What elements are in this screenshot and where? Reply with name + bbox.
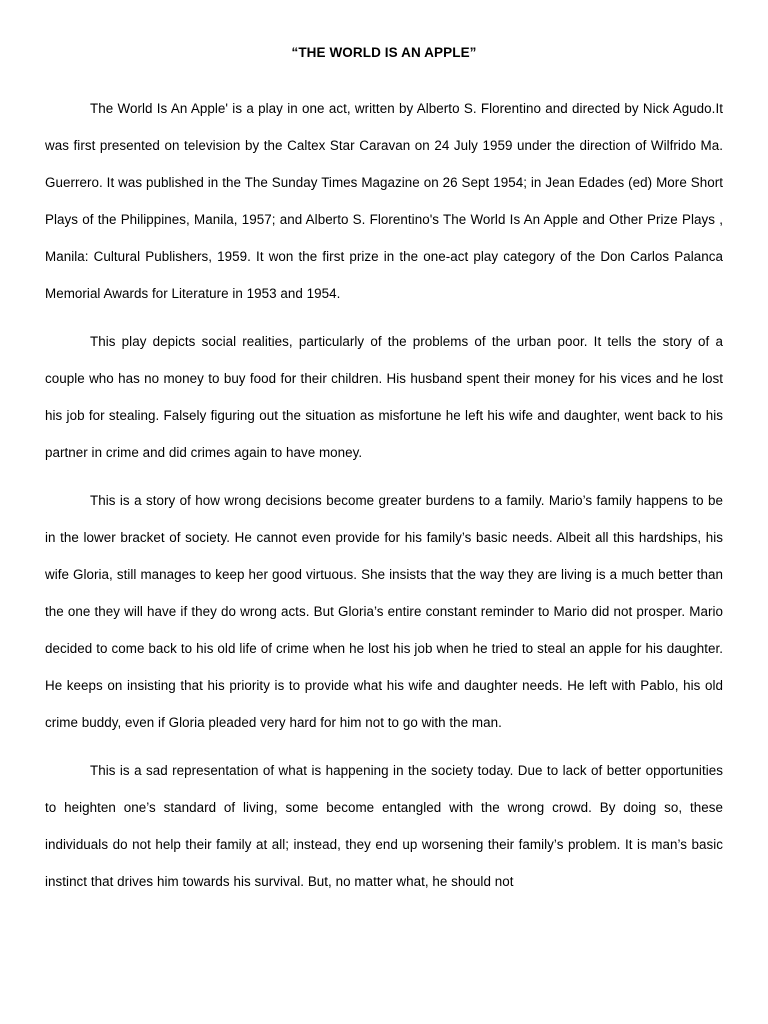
- paragraph-social-realities: This play depicts social realities, particularly of the problems of the urban poor. It tells the story of a couple who has no money to buy food for their children. His husband spent their money for his vices and he lost his job for stealing. Falsely figuring out the situation as misfortune he left his wife and daughter, went back to his partner in crime and did crimes again to have money.: [45, 334, 723, 460]
- document-title: “THE WORLD IS AN APPLE”: [291, 45, 477, 60]
- document-page: [45, 42, 723, 911]
- paragraph-intro: The World Is An Apple' is a play in one act, written by Alberto S. Florentino and directed by Nick Agudo.It was first presented on television by the Caltex Star Caravan on 24 July 1959 under the direction of Wilfrido Ma. Guerrero. It was published in the The Sunday Times Magazine on 26 Sept 1954; in Jean Edades (ed) More Short Plays of the Philippines, Manila, 1957; and Alberto S. Florentino's The World Is An Apple and Other Prize Plays , Manila: Cultural Publishers, 1959. It won the first prize in the one-act play category of the Don Carlos Palanca Memorial Awards for Literature in 1953 and 1954.: [45, 101, 723, 301]
- paragraph-wrong-decisions: This is a story of how wrong decisions become greater burdens to a family. Mario’s family happens to be in the lower bracket of society. He cannot even provide for his family’s basic needs. Albeit all this hardships, his wife Gloria, still manages to keep her good virtuous. She insists that the way they are living is a much better than the one they will have if they do wrong acts. But Gloria’s entire constant reminder to Mario did not prosper. Mario decided to come back to his old life of crime when he lost his job when he tried to steal an apple for his daughter. He keeps on insisting that his priority is to provide what his wife and daughter needs. He left with Pablo, his old crime buddy, even if Gloria pleaded very hard for him not to go with the man.: [45, 493, 723, 730]
- paragraph-sad-representation: This is a sad representation of what is happening in the society today. Due to lack of better opportunities to heighten one’s standard of living, some become entangled with the wrong crowd. By doing so, these individuals do not help their family at all; instead, they end up worsening their family’s problem. It is man’s basic instinct that drives him towards his survival. But, no matter what, he should not: [45, 763, 723, 889]
